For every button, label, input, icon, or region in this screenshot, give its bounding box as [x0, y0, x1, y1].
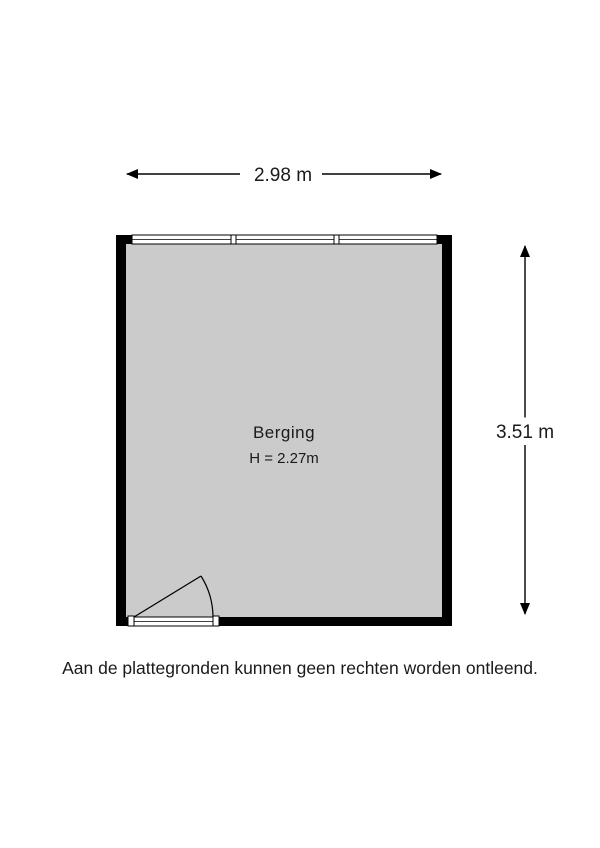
width-dimension — [127, 165, 441, 186]
wall-right — [442, 235, 452, 626]
disclaimer-text: Aan de plattegronden kunnen geen rechten worden ontleend. — [62, 658, 538, 678]
depth-dimension-label: 3.51 m — [495, 422, 555, 443]
wall-bottom-right — [219, 617, 452, 626]
window-mullion — [231, 235, 236, 244]
wall-top-left-stub — [116, 235, 132, 244]
room-name: Berging — [252, 423, 316, 442]
window-mullion — [334, 235, 339, 244]
width-dimension-label: 2.98 m — [253, 165, 313, 186]
door-jamb-left — [128, 616, 134, 626]
depth-dimension — [496, 246, 554, 614]
wall-top-right-stub — [437, 235, 452, 244]
room-height: H = 2.27m — [249, 450, 319, 467]
wall-left — [116, 235, 126, 626]
door-jamb-right — [213, 616, 219, 626]
window-top — [132, 235, 437, 244]
